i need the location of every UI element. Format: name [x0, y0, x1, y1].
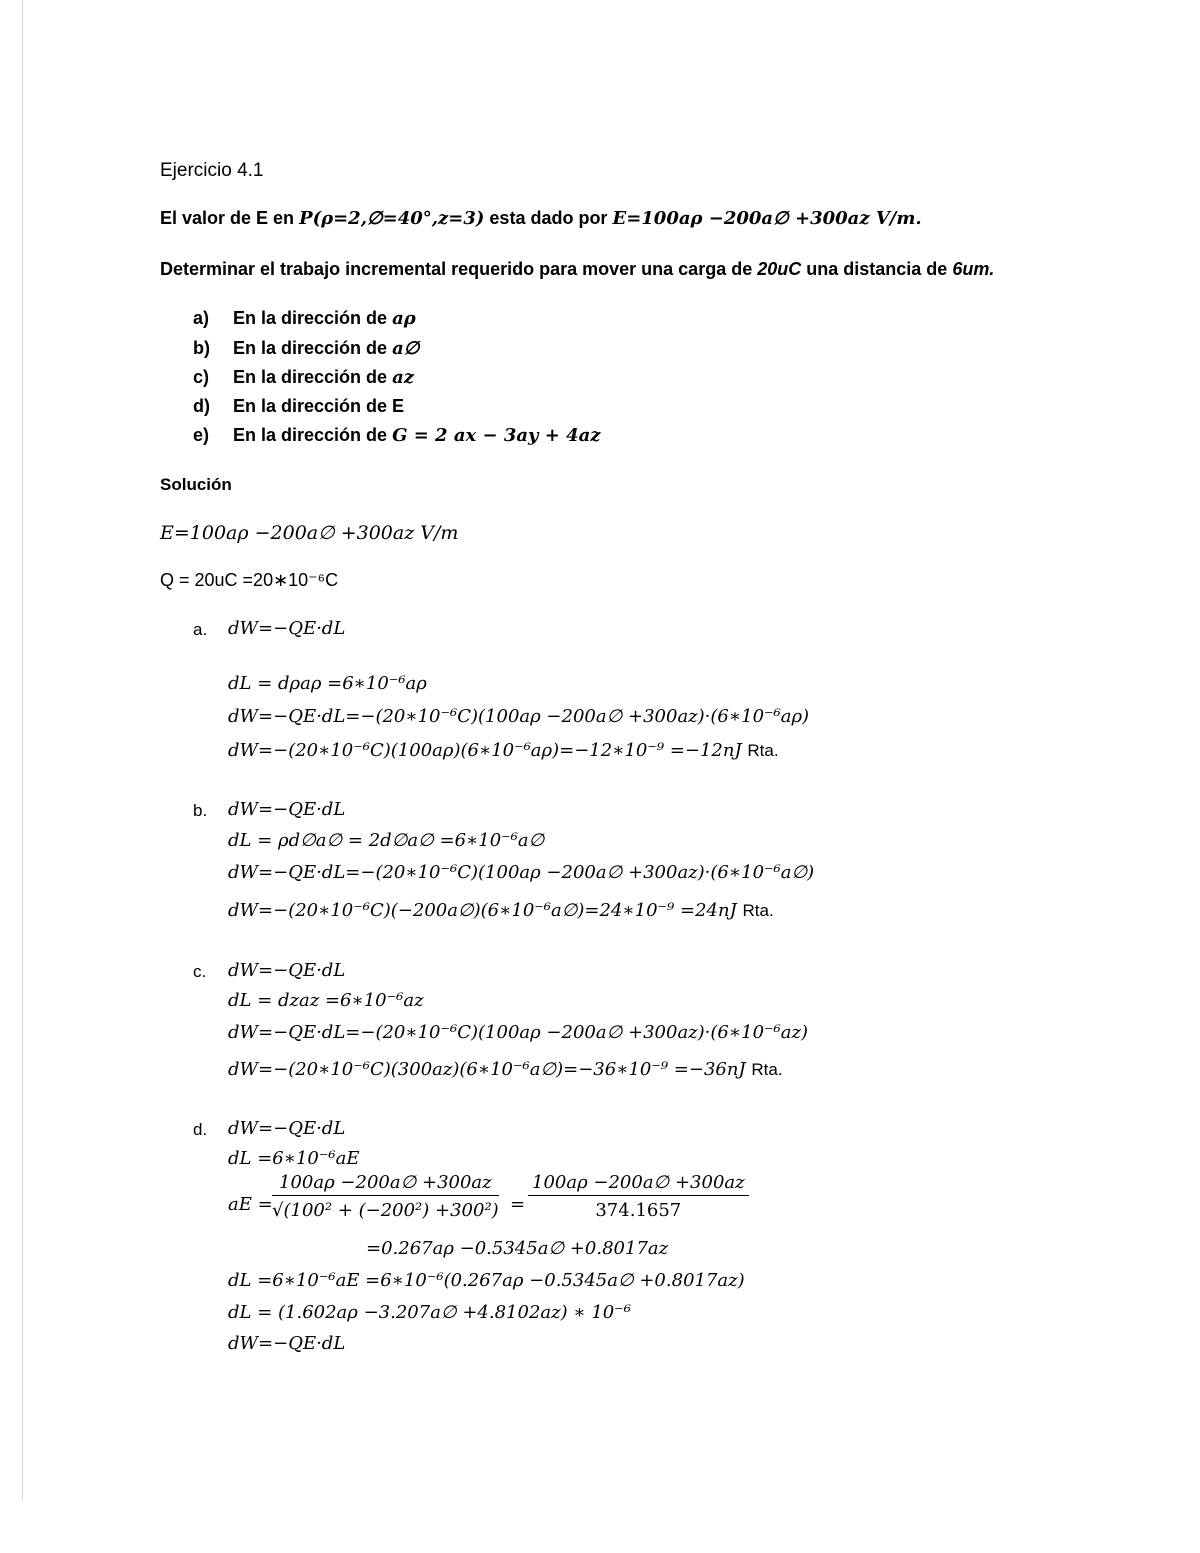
- statement-line: [160, 208, 922, 229]
- sol-d-ae-lhs: aE =: [228, 1194, 273, 1215]
- charge-value: 20uC: [757, 259, 802, 279]
- sol-d-fraction-2: $\frac{100a\rho -200a\emptyset +300az}{374.1657}$: [528, 1172, 749, 1221]
- sol-b-line4: dW=−(20∗10⁻⁶C)(−200a∅)(6∗10⁻⁶a∅)=24∗10⁻⁹ =24nJ Rta.: [228, 900, 774, 921]
- part-a: a) En la dirección de aρ: [193, 308, 416, 329]
- sol-d-line1: dW=−QE·dL: [228, 1118, 346, 1139]
- sol-b-line1: dW=−QE·dL: [228, 799, 346, 820]
- solution-heading: Solución: [160, 475, 232, 494]
- sol-a-label: a.: [193, 620, 208, 639]
- sol-b-line2: dL = ρd∅a∅ = 2d∅a∅ =6∗10⁻⁶a∅: [228, 830, 545, 851]
- statement-prefix: El valor de E en: [160, 208, 295, 228]
- statement-mid: esta dado por: [489, 208, 608, 228]
- task-mid: una distancia de: [806, 259, 948, 279]
- sol-d-equals: =: [510, 1194, 526, 1215]
- page-border: [22, 0, 23, 1500]
- distance-value: 6um.: [952, 259, 995, 279]
- sol-a-line4: dW=−(20∗10⁻⁶C)(100aρ)(6∗10⁻⁶aρ)=−12∗10⁻⁹ =−12nJ Rta.: [228, 740, 779, 761]
- sol-b-line3: dW=−QE·dL=−(20∗10⁻⁶C)(100aρ −200a∅ +300az)·(6∗10⁻⁶a∅): [228, 862, 815, 883]
- sol-c-line2: dL = dzaz =6∗10⁻⁶az: [228, 990, 424, 1011]
- task-prefix: Determinar el trabajo incremental requerido para mover una carga de: [160, 259, 753, 279]
- sol-c-line1: dW=−QE·dL: [228, 960, 346, 981]
- part-b: b) En la dirección de a∅: [193, 338, 420, 359]
- part-c: c) En la dirección de az: [193, 367, 414, 388]
- part-e: e) En la dirección de G = 2 ax − 3ay + 4az: [193, 425, 601, 446]
- point-expr: P(ρ=2,∅=40°,z=3): [299, 208, 485, 229]
- field-expr: E=100aρ −200a∅ +300az V/m.: [612, 208, 922, 229]
- sol-c-line3: dW=−QE·dL=−(20∗10⁻⁶C)(100aρ −200a∅ +300az)·(6∗10⁻⁶az): [228, 1022, 808, 1043]
- sol-d-line4: =0.267aρ −0.5345a∅ +0.8017az: [366, 1238, 669, 1259]
- sol-c-label: c.: [193, 962, 207, 981]
- sol-c-line4: dW=−(20∗10⁻⁶C)(300az)(6∗10⁻⁶a∅)=−36∗10⁻⁹ =−36nJ Rta.: [228, 1059, 783, 1080]
- sol-d-label: d.: [193, 1120, 208, 1139]
- sol-a-line2: dL = dρaρ =6∗10⁻⁶aρ: [228, 673, 427, 694]
- sol-d-line7: dW=−QE·dL: [228, 1333, 346, 1354]
- task-line: [160, 259, 994, 280]
- sol-d-line5: dL =6∗10⁻⁶aE =6∗10⁻⁶(0.267aρ −0.5345a∅ +0.8017az): [228, 1270, 745, 1291]
- solution-charge: Q = 20uC =20∗10⁻⁶C: [160, 570, 339, 590]
- sol-d-line2: dL =6∗10⁻⁶aE: [228, 1148, 360, 1169]
- solution-field: E=100aρ −200a∅ +300az V/m: [160, 522, 459, 544]
- exercise-title: Ejercicio 4.1: [160, 160, 264, 181]
- sol-d-line6: dL = (1.602aρ −3.207a∅ +4.8102az) ∗ 10⁻⁶: [228, 1302, 631, 1323]
- sol-d-fraction-1: $\frac{100a\rho -200a\emptyset +300az}{\text{√(100² + (−200²) +300²)}}$: [272, 1172, 499, 1221]
- sol-a-line1: dW=−QE·dL: [228, 618, 346, 639]
- sol-a-line3: dW=−QE·dL=−(20∗10⁻⁶C)(100aρ −200a∅ +300az)·(6∗10⁻⁶aρ): [228, 706, 810, 727]
- sol-b-label: b.: [193, 801, 208, 820]
- part-d: d) En la dirección de E: [193, 396, 405, 416]
